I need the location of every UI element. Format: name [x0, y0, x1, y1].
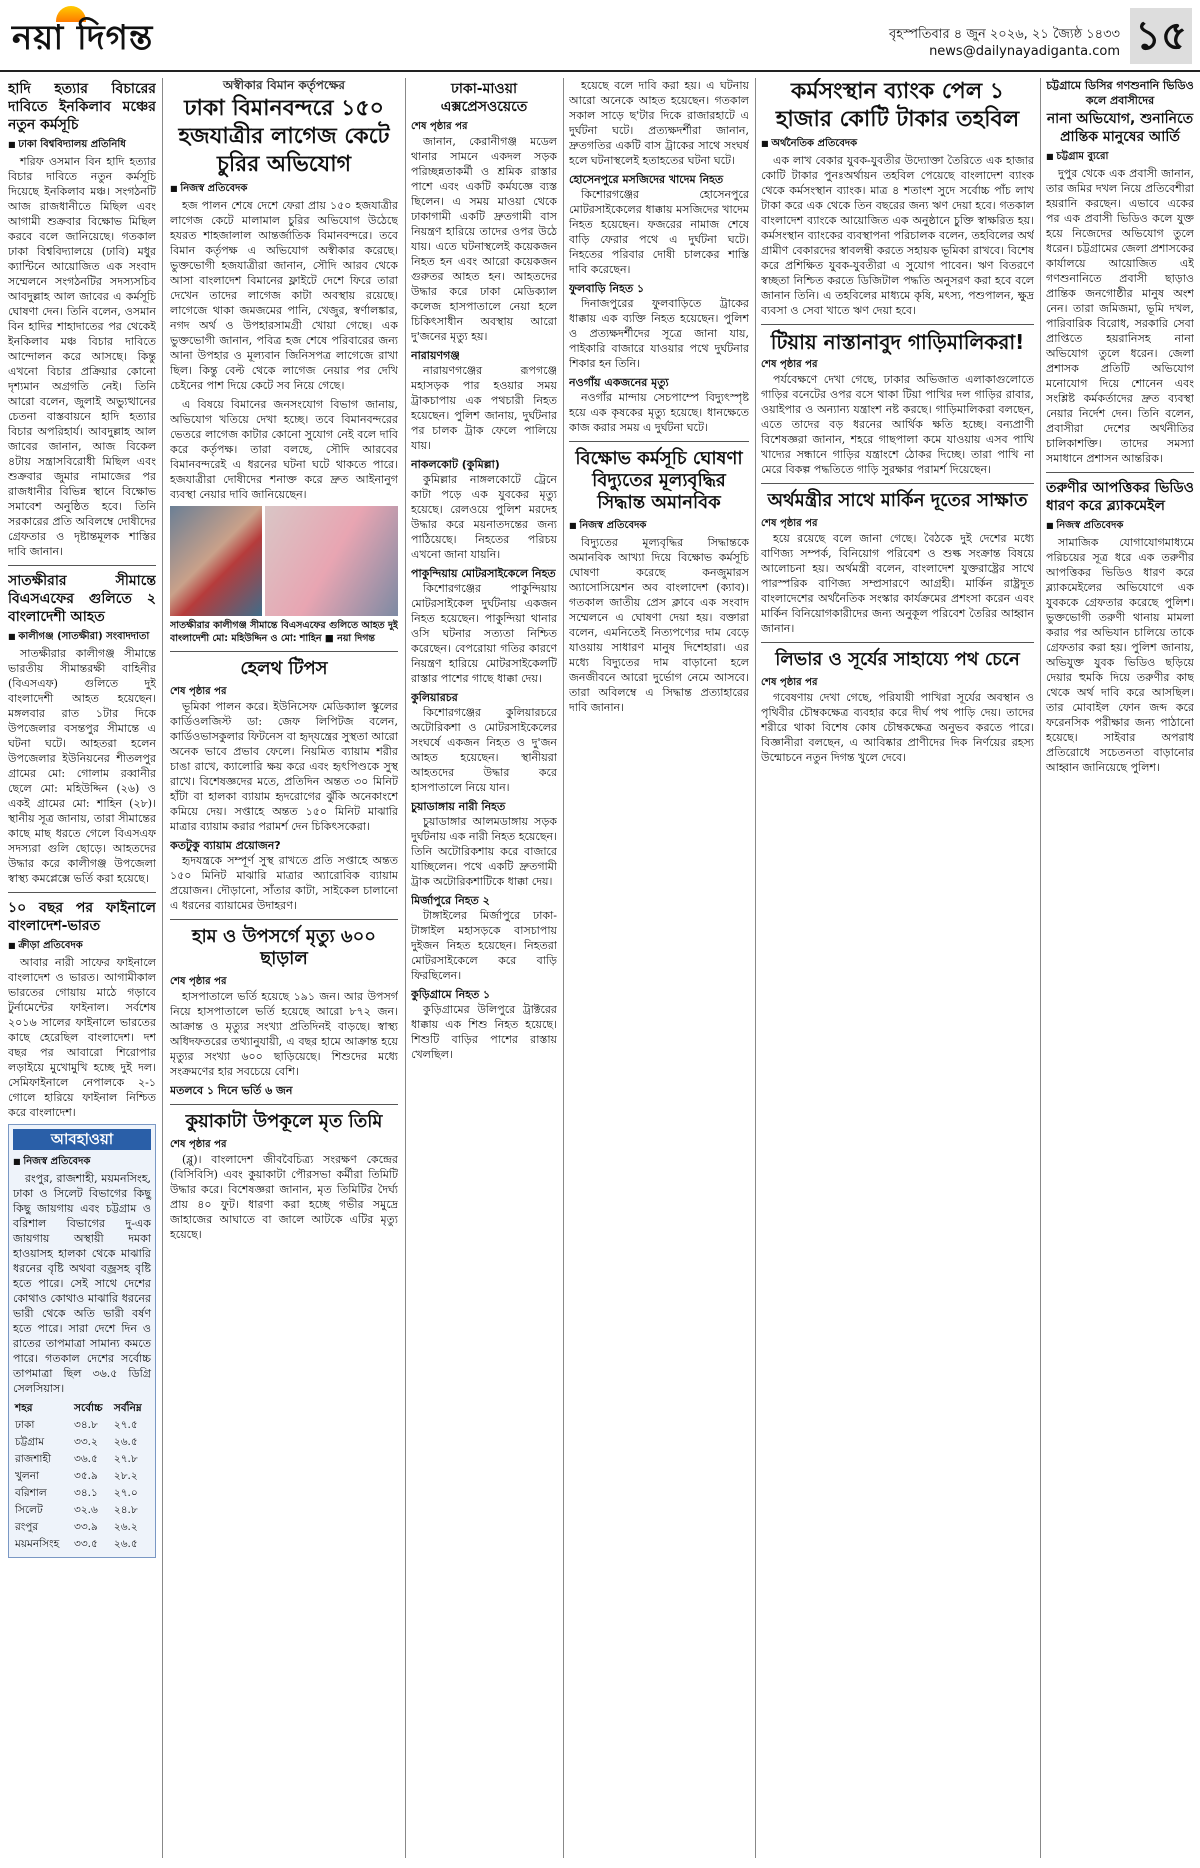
weather-row: [13, 1536, 151, 1553]
divider: [569, 441, 749, 442]
article-body: নারায়ণগঞ্জের রূপগঞ্জে মহাসড়ক পার হওয়ার সময় ট্রাকচাপায় এক পথচারী নিহত হয়েছেন। পুলিশ জানায়, দুর্ঘটনার পর চালক ট্রাক ফেলে পালিয়ে যায়।: [411, 364, 557, 452]
weather-cell-city: ময়মনসিংহ: [15, 1538, 60, 1550]
article-body: চুয়াডাঙ্গার আলমডাঙ্গায় সড়ক দুর্ঘটনায় এক নারী নিহত হয়েছেন। তিনি অটোরিকশায় করে বাজারে যাচ্ছিলেন। পথে একটি দ্রুতগামী ট্রাক অটোরিকশাটিকে ধাক্কা দেয়।: [411, 815, 557, 888]
article-subhead: কুলিয়ারচর: [411, 691, 458, 704]
article-subhead: কুড়িগ্রামে নিহত ১: [411, 988, 491, 1001]
article-body: কিশোরগঞ্জের হোসেনপুরে মোটরসাইকেলের ধাক্কায় মসজিদের খাদেম নিহত হয়েছেন। ফজরের নামাজ শেষে বাড়ি ফেরার পথে এ দুর্ঘটনা ঘটে। নিহতের পরিবার দোষী চালকের শাস্তি দাবি করেছেন।: [569, 188, 749, 276]
column-6: [1046, 78, 1194, 1860]
weather-cell-max: ৩৪.৮: [74, 1419, 98, 1431]
weather-cell-city: রাজশাহী: [15, 1453, 51, 1465]
weather-box: [8, 1124, 156, 1558]
article-body: আবার নারী সাফের ফাইনালে বাংলাদেশ ও ভারত। আগামীকাল ভারতের গোয়ায় মাঠে গড়াবে টুর্নামেন্টের ফাইনাল। সর্বশেষ ২০১৬ সালের ফাইনালে ভারতের কাছে হেরেছিল বাংলাদেশ। দশ বছর পর আবারো শিরোপার লড়াইয়ে মুখোমুখি হচ্ছে দুই দল। সেমিফাইনালে নেপালকে ২-১ গোলে হারিয়ে ফাইনাল নিশ্চিত করে বাংলাদেশ।: [8, 956, 156, 1119]
column-divider: [162, 78, 163, 1858]
article-subhead: মতলবে ১ দিনে ভর্তি ৬ জন: [170, 1084, 293, 1097]
article-body: শরিফ ওসমান বিন হাদি হত্যার বিচার দাবিতে নতুন কর্মসূচি দিয়েছে ইনকিলাব মঞ্চ। সংগঠনটি আজ রাজধানীতে মিছিল এবং আগামী শুক্রবার বিক্ষোভ মিছিল করবে বলে জানিয়েছে। গতকাল ঢাকা বিশ্ববিদ্যালয়ে (ঢাবি) মধুর ক্যান্টিনে আয়োজিত এক সংবাদ সম্মেলনে সংগঠনটির সদস্যসচিব আবদুল্লাহ আল জাবের এ কর্মসূচি ঘোষণা দেন। তিনি বলেন, ওসমান বিন হাদির শাহাদাতের পর থেকেই ইনকিলাব মঞ্চ বিচার দাবিতে আন্দোলন করে আসছে। কিন্তু এখনো বিচার প্রক্রিয়ার কোনো দৃশ্যমান অগ্রগতি নেই। তিনি আরো বলেন, জুলাই অভ্যুত্থানের চেতনা বাস্তবায়নে হাদি হত্যার বিচার অপরিহার্য। আবদুল্লাহ আল জাবের জানান, আজ বিকেল ৪টায় সন্ত্রাসবিরোধী মিছিল এবং শুক্রবার জুমার নামাজের পর রাজধানীর বিভিন্ন স্থানে বিক্ষোভ সমাবেশ অনুষ্ঠিত হবে। তিনি সরকারের প্রতি অবিলম্বে দোষীদের গ্রেফতার ও দৃষ্টান্তমূলক শাস্তির দাবি জানান।: [8, 155, 156, 558]
weather-row: [13, 1485, 151, 1502]
photo-row: [170, 506, 398, 616]
weather-cell-max: ৩২.৬: [74, 1504, 98, 1516]
weather-byline: ■ নিজস্ব প্রতিবেদক: [13, 1154, 151, 1169]
article-headline: সাতক্ষীরার সীমান্তে বিএসএফের গুলিতে ২ বাংলাদেশী আহত: [8, 573, 156, 625]
weather-cell-city: সিলেট: [15, 1504, 43, 1516]
article-byline: ■ নিজস্ব প্রতিবেদক: [1046, 518, 1194, 533]
weather-col-city: শহর: [15, 1402, 33, 1414]
column-3: [411, 78, 557, 1860]
weather-cell-max: ৩৩.৫: [74, 1538, 98, 1550]
article-body: কিশোরগঞ্জের কুলিয়ারচরে অটোরিকশা ও মোটরসাইকেলের সংঘর্ষে একজন নিহত ও দু'জন আহত হয়েছেন। স্থানীয়রা আহতদের উদ্ধার করে হাসপাতালে নিয়ে যান।: [411, 706, 557, 794]
lead-body: এ বিষয়ে বিমানের জনসংযোগ বিভাগ জানায়, অভিযোগ খতিয়ে দেখা হচ্ছে। তবে বিমানবন্দরের ভেতরে লাগেজ কাটার কোনো সুযোগ নেই বলে দাবি করে কর্তৃপক্ষ। তারা বলছে, সৌদি আরবের বিমানবন্দরেই এ ধরনের ঘটনা ঘটে থাকতে পারে। হজযাত্রীরা দোষীদের শনাক্ত করে দ্রুত আইনানুগ ব্যবস্থা নেয়ার দাবি জানিয়েছেন।: [170, 398, 398, 501]
weather-row: [13, 1519, 151, 1536]
column-divider: [1040, 78, 1041, 1858]
article-byline: ■ চট্টগ্রাম ব্যুরো: [1046, 149, 1194, 164]
article-byline: ■ কালীগঞ্জ (সাতক্ষীরা) সংবাদদাতা: [8, 629, 156, 644]
article-headline: তরুণীর আপত্তিকর ভিডিও ধারণ করে ব্ল্যাকমেইল: [1046, 480, 1194, 514]
article-subhead: ফুলবাড়ি নিহত ১: [569, 282, 645, 295]
column-2: [170, 78, 398, 1860]
weather-row: [13, 1434, 151, 1451]
article-headline: কর্মসংস্থান ব্যাংক পেল ১ হাজার কোটি টাকার তহবিল: [775, 79, 1020, 132]
weather-cell-min: ২৮.২: [113, 1470, 138, 1482]
article-byline: ■ নিজস্ব প্রতিবেদক: [569, 518, 749, 533]
weather-table: [13, 1400, 151, 1553]
article-byline: ■ ঢাকা বিশ্ববিদ্যালয় প্রতিনিধি: [8, 137, 156, 152]
weather-cell-max: ৩৬.৫: [74, 1453, 98, 1465]
column-divider: [405, 78, 406, 1858]
masthead: [0, 0, 1200, 72]
article-subhead: নওগাঁয় একজনের মৃত্যু: [569, 376, 669, 389]
divider: [761, 483, 1034, 484]
article-body: কুড়িগ্রামের উলিপুরে ট্রাক্টরের ধাক্কায় এক শিশু নিহত হয়েছে। শিশুটি বাড়ির পাশের রাস্তায় খেলছিল।: [411, 1003, 557, 1061]
weather-cell-max: ৩৪.১: [74, 1487, 98, 1499]
photo-caption: সাতক্ষীরার কালীগঞ্জ সীমান্তে বিএসএফের গুলিতে আহত দুই বাংলাদেশী মো: মহিউদ্দিন ও মো: শাহিন ■ নয়া দিগন্ত: [170, 620, 398, 644]
divider: [170, 919, 398, 920]
weather-cell-city: ঢাকা: [15, 1419, 35, 1431]
article-body: টাঙ্গাইলের মির্জাপুরে ঢাকা-টাঙ্গাইল মহাসড়কে বাসচাপায় দুইজন নিহত হয়েছেন। নিহতরা মোটরসাইকেলে করে বাড়ি ফিরছিলেন।: [411, 909, 557, 982]
weather-col-min: সর্বনিম্ন: [113, 1402, 142, 1414]
article-headline: টিয়ায় নাস্তানাবুদ গাড়িমালিকরা!: [770, 330, 1025, 354]
weather-cell-city: রংপুর: [15, 1521, 39, 1533]
divider: [1046, 472, 1194, 473]
weather-title: আবহাওয়া: [13, 1129, 151, 1150]
article-headline: ঢাকা-মাওয়া এক্সপ্রেসওয়েতে: [440, 81, 528, 115]
continued-label: শেষ পৃষ্ঠার পর: [761, 677, 818, 688]
article-headline: হাদি হত্যার বিচারের দাবিতে ইনকিলাব মঞ্চের নতুন কর্মসূচি: [8, 81, 156, 133]
injured-person-photo: [170, 506, 262, 616]
article-body: হৃদযন্ত্রকে সম্পূর্ণ সুস্থ রাখতে প্রতি সপ্তাহে অন্তত ১৫০ মিনিট মাঝারি মাত্রার অ্যারোবিক ব্যায়াম প্রয়োজন। দৌড়ানো, সাঁতার কাটা, সাইকেল চালানো এ ধরনের ব্যায়ামের উদাহরণ।: [170, 854, 398, 912]
lead-headline: ঢাকা বিমানবন্দরে ১৫০ হজযাত্রীর লাগেজ কেটে চুরির অভিযোগ: [178, 96, 390, 177]
article-subhead: নাকলকোট (কুমিল্লা): [411, 458, 500, 471]
lead-kicker: অস্বীকার বিমান কর্তৃপক্ষের: [222, 78, 346, 92]
article-body: হাসপাতালে ভর্তি হয়েছে ১৯১ জন। আর উপসর্গ নিয়ে হাসপাতালে ভর্তি হয়েছে আরো ৮৭২ জন। আক্রান্ত ও মৃত্যুর সংখ্যা প্রতিদিনই বাড়ছে। স্বাস্থ্য অধিদফতরের তথ্যানুযায়ী, এ বছর হামে আক্রান্ত হয়ে মৃত্যুর সংখ্যা ৬০০ ছাড়িয়েছে। শিশুদের মধ্যে সংক্রমণের হার সবচেয়ে বেশি।: [170, 990, 398, 1078]
weather-cell-city: চট্টগ্রাম: [15, 1436, 45, 1448]
continued-label: শেষ পৃষ্ঠার পর: [170, 686, 227, 697]
continued-label: শেষ পৃষ্ঠার পর: [761, 518, 818, 529]
article-body: কুমিল্লার নাঙ্গলকোটে ট্রেনে কাটা পড়ে এক যুবকের মৃত্যু হয়েছে। রেলওয়ে পুলিশ মরদেহ উদ্ধার করে ময়নাতদন্তের জন্য পাঠিয়েছে। নিহতের পরিচয় এখনো জানা যায়নি।: [411, 473, 557, 561]
article-body: জানান, কেরানীগঞ্জ মডেল থানার সামনে একদল সড়ক পরিচ্ছন্নতাকর্মী ও শ্রমিক রাস্তার পাশে এবং একটি কর্মযজ্ঞে ব্যস্ত ছিলেন। এ সময় মাওয়া থেকে ঢাকাগামী একটি দ্রুতগামী বাস নিয়ন্ত্রণ হারিয়ে তাদের ওপর উঠে যায়। এতে ঘটনাস্থলেই কয়েকজন নিহত হন এবং আরো কয়েকজন গুরুতর আহত হন। আহতদের উদ্ধার করে ঢাকা মেডিক্যাল কলেজ হাসপাতালে নেয়া হলে চিকিৎসাধীন অবস্থায় আরো দু'জনের মৃত্যু হয়।: [411, 135, 557, 343]
article-headline: লিভার ও সূর্যের সাহায্যে পথ চেনে: [775, 649, 1020, 670]
divider: [8, 892, 156, 893]
article-headline: অর্থমন্ত্রীর সাথে মার্কিন দূতের সাক্ষাত: [767, 490, 1028, 511]
column-divider: [755, 78, 756, 1858]
lead-byline: ■ নিজস্ব প্রতিবেদক: [170, 181, 398, 196]
weather-row: [13, 1468, 151, 1485]
article-body: (ব্লু)। বাংলাদেশ জীববৈচিত্র্য সংরক্ষণ কেন্দ্রের (বিসিবিসি) এবং কুয়াকাটা পৌরসভা কর্মীরা তিমিটি উদ্ধার করে। বিশেষজ্ঞরা জানান, মৃত তিমিটির দৈর্ঘ্য প্রায় ৪০ ফুট। ধারণা করা হচ্ছে গভীর সমুদ্রে জাহাজের আঘাতে বা জালে আটকে এটির মৃত্যু হয়েছে।: [170, 1153, 398, 1241]
article-body: গবেষণায় দেখা গেছে, পরিযায়ী পাখিরা সূর্যের অবস্থান ও পৃথিবীর চৌম্বকক্ষেত্র ব্যবহার করে দীর্ঘ পথ পাড়ি দেয়। তাদের শরীরে থাকা বিশেষ কোষ চৌম্বকক্ষেত্র অনুভব করতে পারে। বিজ্ঞানীরা বলছেন, এ আবিষ্কার প্রাণীদের দিক নির্ণয়ের রহস্য উন্মোচনে নতুন দিগন্ত খুলে দেবে।: [761, 691, 1034, 764]
weather-cell-min: ২৭.০: [113, 1487, 138, 1499]
column-5: [761, 78, 1034, 1860]
article-body: এক লাখ বেকার যুবক-যুবতীর উদ্যোক্তা তৈরিতে এক হাজার কোটি টাকার পুনঃঅর্থায়ন তহবিল পেয়েছে বাংলাদেশ ব্যাংক থেকে কর্মসংস্থান ব্যাংক। মাত্র ৪ শতাংশ সুদে সর্বোচ্চ পাঁচ লাখ টাকা করে এক থেকে তিন বছরের জন্য ঋণ দেয়া হবে। গতকাল বাংলাদেশ ব্যাংকে আয়োজিত এক অনুষ্ঠানে চুক্তি স্বাক্ষরিত হয়। কর্মসংস্থান ব্যাংকের ব্যবস্থাপনা পরিচালক বলেন, তহবিলের অর্থ গ্রামীণ বেকারদের স্বাবলম্বী করতে সহায়ক ভূমিকা রাখবে। বিশেষ করে প্রশিক্ষিত যুবক-যুবতীরা এ সুযোগ পাবেন। ঋণ বিতরণে স্বচ্ছতা নিশ্চিত করতে ডিজিটাল পদ্ধতি অনুসরণ করা হবে বলে জানান তিনি। এ তহবিলের মাধ্যমে কৃষি, মৎস্য, পশুপালন, ক্ষুদ্র ব্যবসা ও সেবা খাতে ঋণ দেয়া হবে।: [761, 154, 1034, 317]
article-body: দুপুর থেকে এক প্রবাসী জানান, তার জমির দখল নিয়ে প্রতিবেশীরা হয়রানি করছেন। এভাবে একের পর এক প্রবাসী ভিডিও কলে যুক্ত হয়ে নিজেদের অভিযোগ তুলে ধরেন। চট্টগ্রামের জেলা প্রশাসকের কার্যালয়ে আয়োজিত এই গণশুনানিতে প্রবাসী ছাড়াও প্রান্তিক জনগোষ্ঠীর মানুষ অংশ নেন। তারা জমিজমা, ভূমি দখল, পারিবারিক বিরোধ, সরকারি সেবা প্রাপ্তিতে হয়রানিসহ নানা অভিযোগ তুলে ধরেন। জেলা প্রশাসক প্রতিটি অভিযোগ মনোযোগ দিয়ে শোনেন এবং সংশ্লিষ্ট কর্মকর্তাদের দ্রুত ব্যবস্থা নেয়ার নির্দেশ দেন। তিনি বলেন, প্রবাসীরা দেশের অর্থনীতির চালিকাশক্তি। তাদের সমস্যা সমাধানে প্রশাসন আন্তরিক।: [1046, 167, 1194, 465]
weather-row: [13, 1417, 151, 1434]
weather-row: [13, 1451, 151, 1468]
article-body: বিদ্যুতের মূল্যবৃদ্ধির সিদ্ধান্তকে অমানবিক আখ্যা দিয়ে বিক্ষোভ কর্মসূচি ঘোষণা করেছে কনজুমারস অ্যাসোসিয়েশন অব বাংলাদেশ (ক্যাব)। গতকাল জাতীয় প্রেস ক্লাবে এক সংবাদ সম্মেলনে এ ঘোষণা দেয়া হয়। বক্তারা বলেন, এমনিতেই নিত্যপণ্যের দাম বেড়ে যাওয়ায় সাধারণ মানুষ দিশেহারা। এর মধ্যে বিদ্যুতের দাম বাড়ানো হলে জনজীবনে আরো দুর্ভোগ নেমে আসবে। তারা অবিলম্বে এ সিদ্ধান্ত প্রত্যাহারের দাবি জানান।: [569, 536, 749, 714]
page-number: ১৫: [1130, 8, 1192, 64]
article-subhead: পাকুন্দিয়ায় মোটরসাইকেলে নিহত: [411, 567, 556, 580]
newspaper-logo: নয়া দিগন্ত: [12, 18, 154, 58]
article-headline: কুয়াকাটা উপকূলে মৃত তিমি: [185, 1111, 383, 1132]
issue-date: [889, 26, 1120, 60]
divider: [170, 651, 398, 652]
article-kicker: চট্টগ্রামে ডিসির গণশুনানি ভিডিও কলে প্রবাসীদের: [1046, 79, 1194, 107]
weather-row: [13, 1502, 151, 1519]
article-body: দিনাজপুরের ফুলবাড়িতে ট্রাকের ধাক্কায় এক ব্যক্তি নিহত হয়েছেন। পুলিশ ও প্রত্যক্ষদর্শীদের সূত্রে জানা যায়, পাইকারি বাজারে যাওয়ার পথে দুর্ঘটনার শিকার হন তিনি।: [569, 297, 749, 370]
weather-col-max: সর্বোচ্চ: [74, 1402, 103, 1414]
article-body: হয়েছে বলে দাবি করা হয়। এ ঘটনায় আরো অনেকে আহত হয়েছেন। গতকাল সকাল সাড়ে ছ'টার দিকে রাজারহাটে এ দুর্ঘটনা ঘটে। প্রত্যক্ষদর্শীরা জানান, দ্রুতগতির একটি বাস ট্রাকের সাথে সংঘর্ষ হলে ঘটনাস্থলেই হতাহতের ঘটনা ঘটে।: [569, 79, 749, 167]
date-text: বৃহস্পতিবার ৪ জুন ২০২৬, ২১ জ্যৈষ্ঠ ১৪৩৩: [889, 27, 1120, 42]
continued-label: শেষ পৃষ্ঠার পর: [170, 1139, 227, 1150]
article-body: সাতক্ষীরার কালীগঞ্জ সীমান্তে ভারতীয় সীমান্তরক্ষী বাহিনীর (বিএসএফ) গুলিতে দুই বাংলাদেশী আহত হয়েছেন। মঙ্গলবার রাত ১টার দিকে উপজেলার বসন্তপুর সীমান্তে এ ঘটনা ঘটে। আহতরা হলেন উপজেলার ইউনিয়নের শীতলপুর গ্রামের মো: গোলাম রব্বানীর ছেলে মো: মহিউদ্দিন (২৬) ও একই গ্রামের মো: শাহিন (২৮)। স্থানীয় সূত্র জানায়, তারা সীমান্তের কাছে মাছ ধরতে গেলে বিএসএফ সদস্যরা গুলি ছোড়ে। আহতদের উদ্ধার করে কালীগঞ্জ উপজেলা স্বাস্থ্য কমপ্লেক্সে ভর্তি করা হয়েছে।: [8, 647, 156, 885]
weather-body: রংপুর, রাজশাহী, ময়মনসিংহ, ঢাকা ও সিলেট বিভাগের কিছু কিছু জায়গায় এবং চট্টগ্রাম ও বরিশাল বিভাগের দু-এক জায়গায় অস্থায়ী দমকা হাওয়াসহ হালকা থেকে মাঝারি ধরনের বৃষ্টি অথবা বজ্রসহ বৃষ্টি হতে পারে। সেই সাথে দেশের কোথাও কোথাও মাঝারি ধরনের ভারী থেকে অতি ভারী বর্ষণ হতে পারে। সারা দেশে দিন ও রাতের তাপমাত্রা সামান্য কমতে পারে। গতকাল দেশের সর্বোচ্চ তাপমাত্রা ছিল ৩৬.৫ ডিগ্রি সেলসিয়াস।: [13, 1172, 151, 1395]
weather-cell-max: ৩৩.২: [74, 1436, 98, 1448]
weather-cell-city: বরিশাল: [15, 1487, 47, 1499]
continued-label: শেষ পৃষ্ঠার পর: [761, 359, 818, 370]
article-byline: ■ ক্রীড়া প্রতিবেদক: [8, 938, 156, 953]
article-subhead: হোসেনপুরে মসজিদের খাদেম নিহত: [569, 173, 724, 186]
injured-person-photo: [265, 506, 398, 616]
weather-cell-max: ৩৫.৯: [74, 1470, 98, 1482]
article-body: পর্যবেক্ষণে দেখা গেছে, ঢাকার অভিজাত এলাকাগুলোতে গাড়ির বনেটের ওপর বসে থাকা টিয়া পাখির দল গাড়ির রাবার, ওয়াইপার ও অন্যান্য যন্ত্রাংশ নষ্ট করছে। গাড়িমালিকরা বলছেন, এতে তাদের বড় ধরনের আর্থিক ক্ষতি হচ্ছে। বন্যপ্রাণী বিশেষজ্ঞরা জানান, শহরে গাছপালা কমে যাওয়ায় এসব পাখি খাদ্যের সন্ধানে গাড়ির যন্ত্রাংশে ঠোকর দিচ্ছে। তারা পাখি না মেরে বিকল্প পদ্ধতিতে গাড়ি সুরক্ষার পরামর্শ দিয়েছেন।: [761, 373, 1034, 476]
weather-cell-min: ২৬.২: [113, 1521, 138, 1533]
article-byline: ■ অর্থনৈতিক প্রতিবেদক: [761, 136, 1034, 151]
weather-cell-city: খুলনা: [15, 1470, 40, 1482]
article-headline: হাম ও উপসর্গে মৃত্যু ৬০০ ছাড়াল: [192, 926, 376, 969]
website-text: news@dailynayadiganta.com: [929, 44, 1120, 59]
article-headline: হেলথ টিপস: [240, 658, 328, 679]
divider: [170, 1104, 398, 1105]
article-headline: বিক্ষোভ কর্মসূচি ঘোষণা বিদ্যুতের মূল্যবৃদ্ধির সিদ্ধান্ত অমানবিক: [575, 448, 743, 513]
column-4: [569, 78, 749, 1860]
divider: [761, 642, 1034, 643]
divider: [8, 565, 156, 566]
article-subhead: মির্জাপুরে নিহত ২: [411, 894, 490, 907]
column-1: [8, 78, 156, 1860]
article-body: ভূমিকা পালন করে। ইউনিসেফ মেডিক্যাল স্কুলের কার্ডিওলজিস্ট ডা: জেফ লিপিটজ বলেন, কার্ডিওভাসকুলার ফিটনেস বা হৃদ্‌যন্ত্রের সুস্থতা আরো অনেক ভাবে প্রভাব ফেলে। নিয়মিত ব্যায়াম শরীর চাঙা রাখে, ক্যালোরি ক্ষয় করে এবং হৃৎপিণ্ডকে সুস্থ রাখে। বিশেষজ্ঞদের মতে, প্রতিদিন অন্তত ৩০ মিনিট হাঁটা বা হালকা ব্যায়াম হৃদরোগের ঝুঁকি অনেকাংশে কমিয়ে দেয়। সপ্তাহে অন্তত ১৫০ মিনিট মাঝারি মাত্রার ব্যায়াম করার পরামর্শ দেন চিকিৎসকেরা।: [170, 700, 398, 833]
article-body: সামাজিক যোগাযোগমাধ্যমে পরিচয়ের সূত্র ধরে এক তরুণীর আপত্তিকর ভিডিও ধারণ করে ব্ল্যাকমেইলের অভিযোগে এক যুবককে গ্রেফতার করেছে পুলিশ। ভুক্তভোগী তরুণী থানায় মামলা করার পর অভিযান চালিয়ে তাকে গ্রেফতার করা হয়। পুলিশ জানায়, অভিযুক্ত যুবক ভিডিও ছড়িয়ে দেয়ার হুমকি দিয়ে তরুণীর কাছ থেকে অর্থ দাবি করে আসছিল। তার মোবাইল ফোন জব্দ করে ফরেনসিক পরীক্ষার জন্য পাঠানো হয়েছে। সাইবার অপরাধ প্রতিরোধে সচেতনতা বাড়ানোর আহ্বান জানিয়েছে পুলিশ।: [1046, 536, 1194, 774]
weather-cell-min: ২৪.৮: [113, 1504, 138, 1516]
weather-cell-min: ২৭.৫: [113, 1419, 138, 1431]
article-headline: ১০ বছর পর ফাইনালে বাংলাদেশ-ভারত: [8, 900, 156, 934]
article-body: হয়ে রয়েছে বলে জানা গেছে। বৈঠকে দুই দেশের মধ্যে বাণিজ্য সম্পর্ক, বিনিয়োগ পরিবেশ ও শুল্ক সংক্রান্ত বিষয়ে আলোচনা হয়। অর্থমন্ত্রী বলেন, বাংলাদেশ যুক্তরাষ্ট্রের সাথে পারস্পরিক বাণিজ্য সম্প্রসারণে আগ্রহী। মার্কিন রাষ্ট্রদূত বাংলাদেশের অর্থনৈতিক সংস্কার কার্যক্রমের প্রশংসা করেন এবং মার্কিন বিনিয়োগকারীদের জন্য অনুকূল পরিবেশ তৈরির আহ্বান জানান।: [761, 532, 1034, 635]
weather-cell-min: ২৬.৫: [113, 1538, 138, 1550]
article-headline: নানা অভিযোগ, শুনানিতে প্রান্তিক মানুষের আর্তি: [1046, 111, 1194, 145]
divider: [761, 324, 1034, 325]
article-body: নওগাঁর মান্দায় সেচপাম্পে বিদ্যুৎস্পৃষ্ট হয়ে এক কৃষকের মৃত্যু হয়েছে। ধানক্ষেতে কাজ করার সময় এ দুর্ঘটনা ঘটে।: [569, 391, 749, 434]
weather-cell-min: ২৭.৮: [113, 1453, 138, 1465]
column-divider: [563, 78, 564, 1858]
article-subhead: কতটুকু ব্যায়াম প্রয়োজন?: [170, 839, 281, 852]
weather-cell-min: ২৬.৫: [113, 1436, 138, 1448]
article-subhead: নারায়ণগঞ্জ: [411, 349, 460, 362]
article-body: কিশোরগঞ্জের পাকুন্দিয়ায় মোটরসাইকেল দুর্ঘটনায় একজন নিহত হয়েছেন। পাকুন্দিয়া থানার ওসি ঘটনার সত্যতা নিশ্চিত করেছেন। বেপরোয়া গতির কারণে নিয়ন্ত্রণ হারিয়ে মোটরসাইকেলটি রাস্তার পাশের গাছে ধাক্কা দেয়।: [411, 582, 557, 685]
article-subhead: চুয়াডাঙ্গায় নারী নিহত: [411, 800, 506, 813]
continued-label: শেষ পৃষ্ঠার পর: [170, 976, 227, 987]
continued-label: শেষ পৃষ্ঠার পর: [411, 121, 468, 132]
weather-cell-max: ৩৩.৯: [74, 1521, 98, 1533]
lead-body: হজ পালন শেষে দেশে ফেরা প্রায় ১৫০ হজযাত্রীর লাগেজ কেটে মালামাল চুরির অভিযোগ উঠেছে হযরত শাহজালাল আন্তর্জাতিক বিমানবন্দরে। তবে বিমান কর্তৃপক্ষ এ অভিযোগ অস্বীকার করেছে। ভুক্তভোগী হজযাত্রীরা জানান, সৌদি আরব থেকে আসা বাংলাদেশ বিমানের ফ্লাইটে দেশে ফিরে তারা দেখেন তাদের লাগেজ কাটা অবস্থায় রয়েছে। লাগেজে থাকা জমজমের পানি, খেজুর, স্বর্ণালঙ্কার, নগদ অর্থ ও উপহারসামগ্রী খোয়া গেছে। এক ভুক্তভোগী জানান, পবিত্র হজ শেষে পরিবারের জন্য আনা উপহার ও মূল্যবান জিনিসপত্র লাগেজে রাখা ছিল। কিন্তু বেল্ট থেকে লাগেজ নেয়ার পর দেখি চেইনের পাশ দিয়ে কেটে সব নিয়ে গেছে।: [170, 199, 398, 392]
